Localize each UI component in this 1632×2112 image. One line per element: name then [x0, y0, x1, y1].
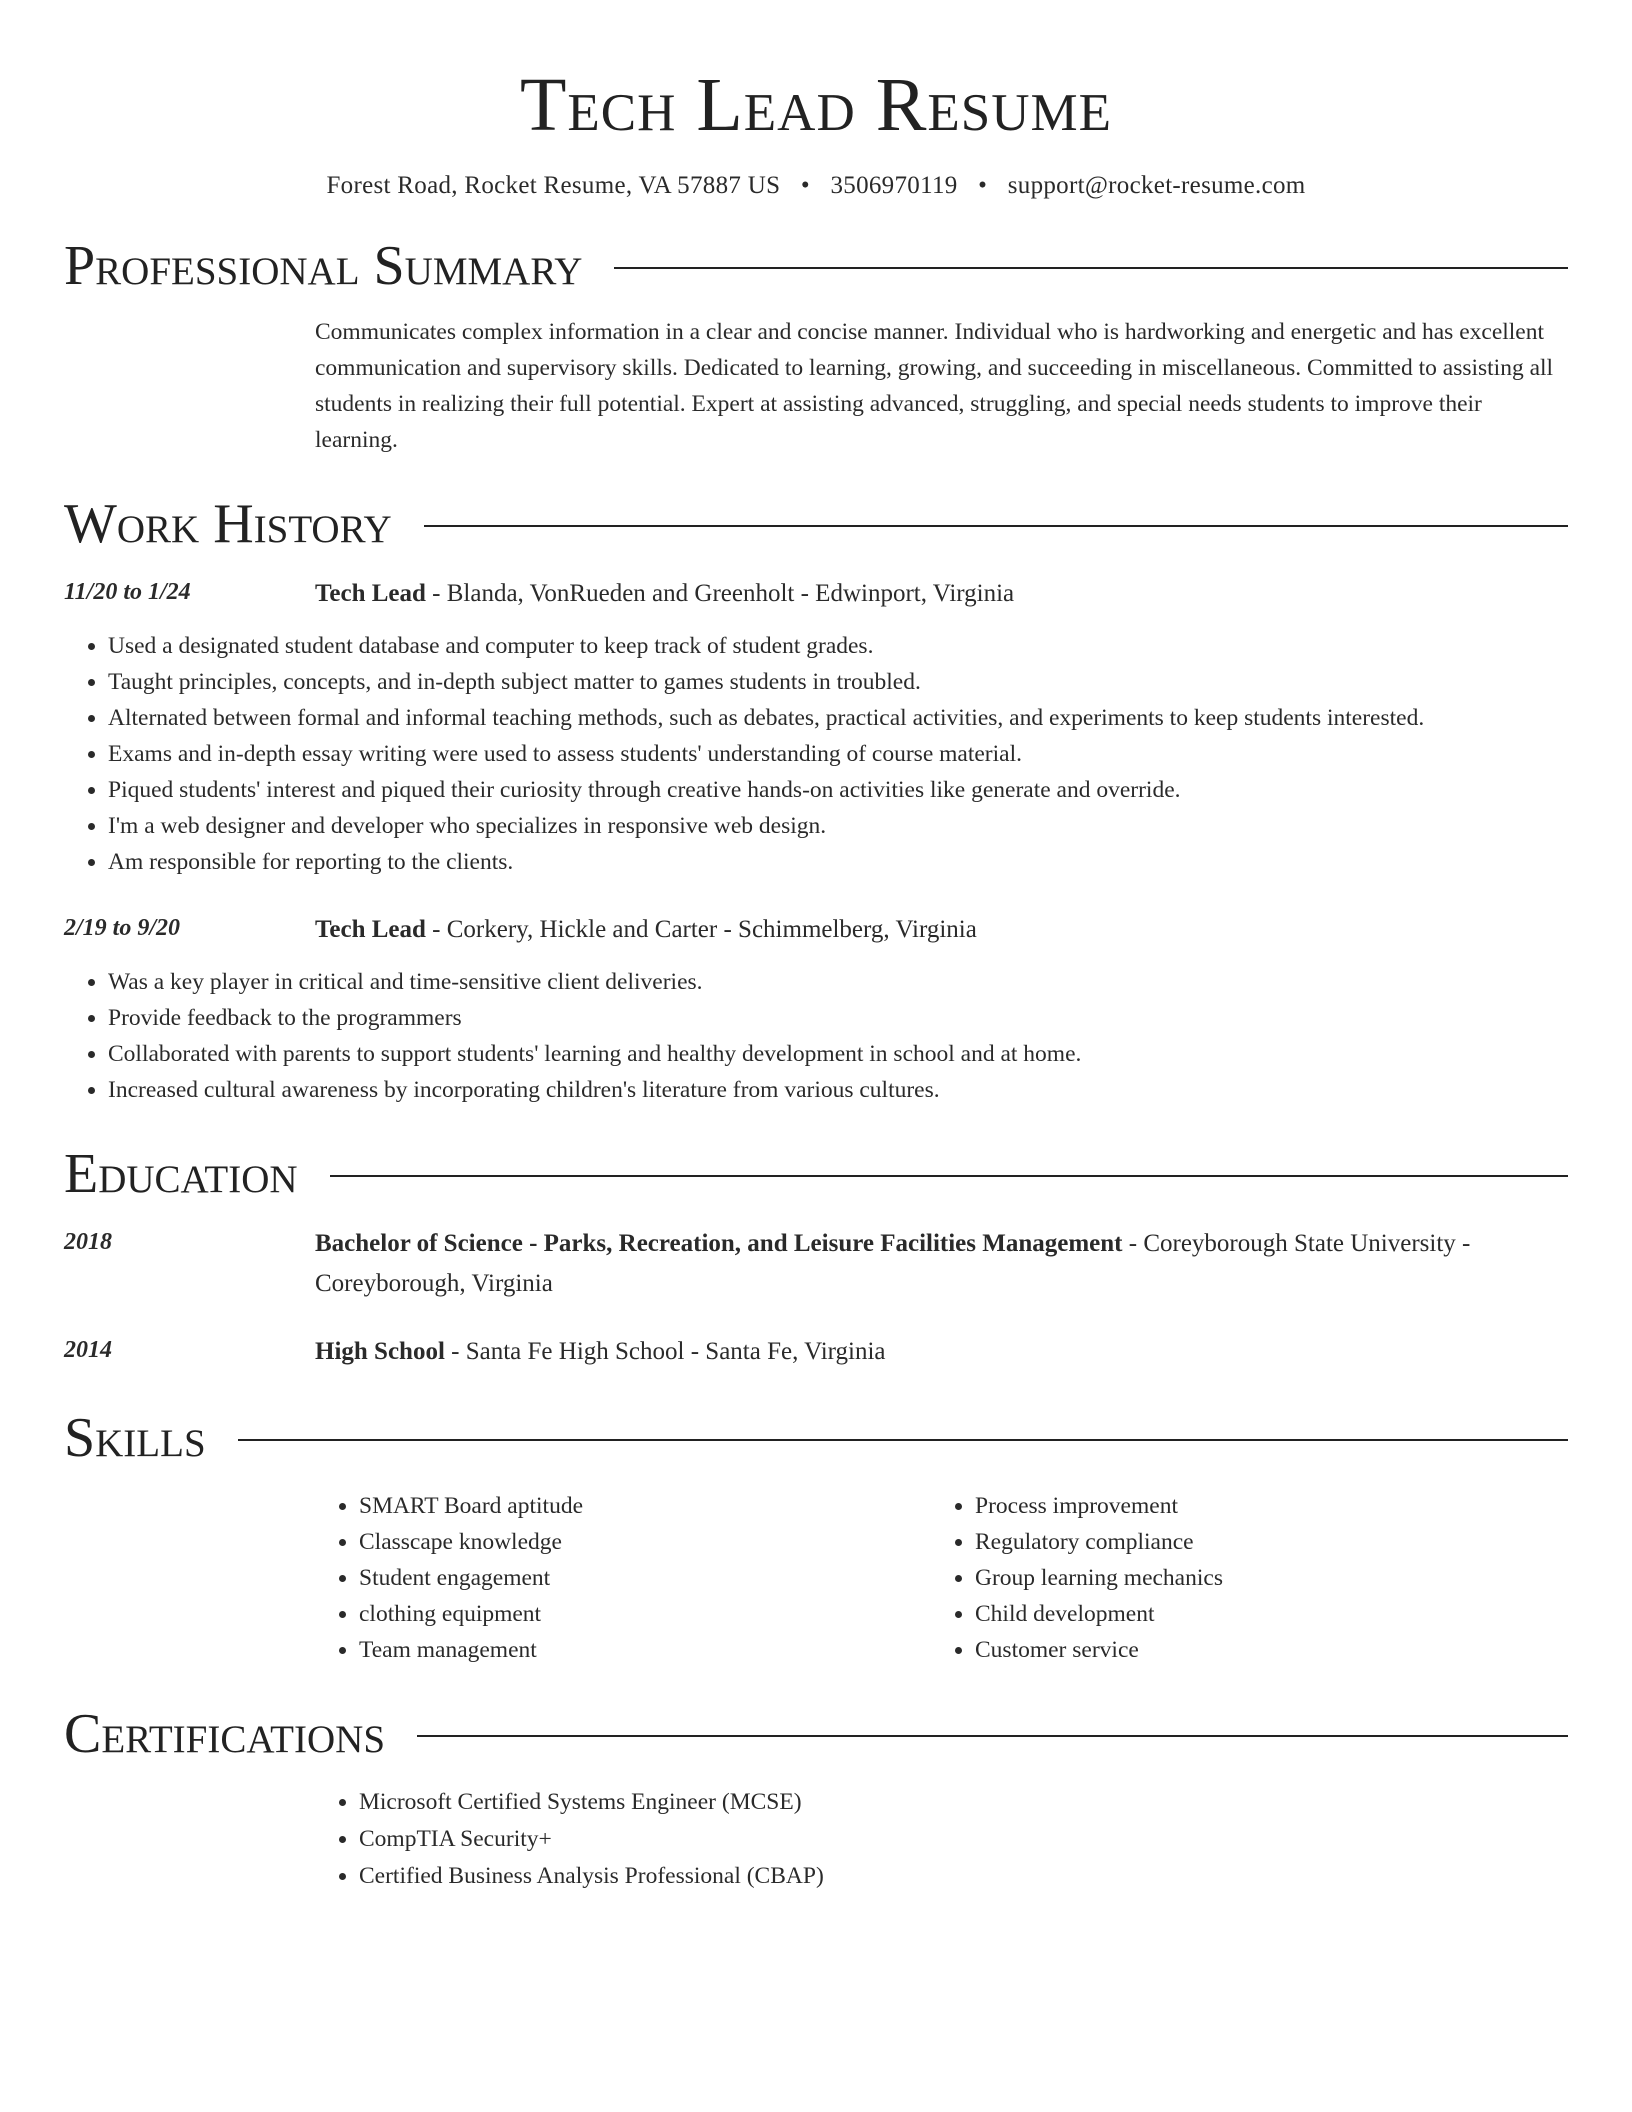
section-title: Education — [64, 1143, 298, 1205]
skill-item: • Child development — [975, 1596, 1547, 1632]
skill-item: • SMART Board aptitude — [359, 1488, 931, 1524]
certification-item: • Microsoft Certified Systems Engineer (MCSE) — [359, 1784, 1568, 1821]
section-divider — [330, 1175, 1568, 1177]
section-header-summary — [64, 234, 1568, 298]
section-title: Certifications — [64, 1703, 386, 1765]
contact-line — [64, 172, 1568, 200]
job-title: Tech Lead — [315, 916, 426, 943]
list-item: • Was a key player in critical and time-sensitive client deliveries. — [108, 964, 1568, 1000]
list-item: • Taught principles, concepts, and in-depth subject matter to games students in troubled. — [108, 664, 1568, 700]
list-item: • Collaborated with parents to support students' learning and healthy development in school and at home. — [108, 1036, 1568, 1072]
section-title: Skills — [64, 1407, 206, 1469]
skill-item: • Classcape knowledge — [359, 1524, 931, 1560]
contact-separator: • — [978, 172, 988, 199]
list-item: • Provide feedback to the programmers — [108, 1000, 1568, 1036]
list-item: • Increased cultural awareness by incorporating children's literature from various cultures. — [108, 1072, 1568, 1108]
job-bullets — [64, 964, 1568, 1108]
job-role-line — [315, 910, 1568, 950]
list-item: • Alternated between formal and informal teaching methods, such as debates, practical activities, and experiments to keep students interested. — [108, 700, 1568, 736]
list-item: • Exams and in-depth essay writing were used to assess students' understanding of course material. — [108, 736, 1568, 772]
section-divider — [238, 1439, 1568, 1441]
skill-item: • Team management — [359, 1632, 931, 1668]
certification-item: • Certified Business Analysis Professional (CBAP) — [359, 1858, 1568, 1895]
summary-text: Communicates complex information in a clear and concise manner. Individual who is hardworking and energetic and has excellent communication and supervisory skills. Dedicated to learning, growing, and succeeding in miscellaneous. Committed to assisting all students in realizing their full potential. Expert at assisting advanced, struggling, and special needs students to improve their learning. — [315, 319, 1554, 453]
education-year: 2014 — [64, 1337, 112, 1363]
job-details: - Blanda, VonRueden and Greenholt - Edwinport, Virginia — [425, 580, 1015, 607]
education-details: - Coreyborough State University - Coreyborough, Virginia — [315, 1230, 1471, 1297]
education-line — [315, 1332, 1568, 1372]
list-item: • Used a designated student database and computer to keep track of student grades. — [108, 628, 1568, 664]
job-details: - Corkery, Hickle and Carter - Schimmelberg, Virginia — [425, 916, 977, 943]
section-divider — [424, 525, 1568, 527]
resume-title: Tech Lead Resume — [519, 63, 1113, 147]
education-line — [315, 1224, 1568, 1304]
certifications-list — [64, 1784, 1568, 1895]
education-year: 2018 — [64, 1229, 112, 1255]
contact-email: support@rocket-resume.com — [1007, 172, 1306, 199]
education-entry — [64, 1224, 1568, 1304]
contact-phone: 3506970119 — [830, 172, 958, 199]
section-title: Professional Summary — [64, 235, 583, 297]
skill-item: • clothing equipment — [359, 1596, 931, 1632]
section-divider — [417, 1735, 1568, 1737]
list-item: • I'm a web designer and developer who specializes in responsive web design. — [108, 808, 1568, 844]
education-entry — [64, 1332, 1568, 1372]
section-divider — [614, 267, 1568, 269]
education-details: - Santa Fe High School - Santa Fe, Virginia — [444, 1338, 886, 1365]
job-dates: 2/19 to 9/20 — [64, 915, 181, 941]
job-role-line — [315, 574, 1568, 614]
section-header-skills — [64, 1406, 1568, 1470]
job-dates: 11/20 to 1/24 — [64, 579, 191, 605]
resume-page — [64, 0, 1568, 1895]
section-title: Work History — [64, 493, 392, 555]
job-bullets — [64, 628, 1568, 880]
skill-item: • Process improvement — [975, 1488, 1547, 1524]
job-title: Tech Lead — [315, 580, 426, 607]
job-entry — [64, 910, 1568, 1108]
job-entry — [64, 574, 1568, 880]
certification-item: • CompTIA Security+ — [359, 1821, 1568, 1858]
list-item: • Am responsible for reporting to the clients. — [108, 844, 1568, 880]
section-header-work — [64, 492, 1568, 556]
skill-item: • Group learning mechanics — [975, 1560, 1547, 1596]
skills-column-right — [931, 1488, 1547, 1668]
skills-column-left — [315, 1488, 931, 1668]
skill-item: • Customer service — [975, 1632, 1547, 1668]
contact-address: Forest Road, Rocket Resume, VA 57887 US — [326, 172, 781, 199]
section-header-education — [64, 1142, 1568, 1206]
section-header-certifications — [64, 1702, 1568, 1766]
education-degree: Bachelor of Science - Parks, Recreation, and Leisure Facilities Management — [315, 1230, 1123, 1257]
list-item: • Piqued students' interest and piqued their curiosity through creative hands-on activities like generate and override. — [108, 772, 1568, 808]
skill-item: • Regulatory compliance — [975, 1524, 1547, 1560]
skill-item: • Student engagement — [359, 1560, 931, 1596]
contact-separator: • — [800, 172, 810, 199]
skills-list — [315, 1488, 1568, 1668]
education-degree: High School — [315, 1338, 445, 1365]
